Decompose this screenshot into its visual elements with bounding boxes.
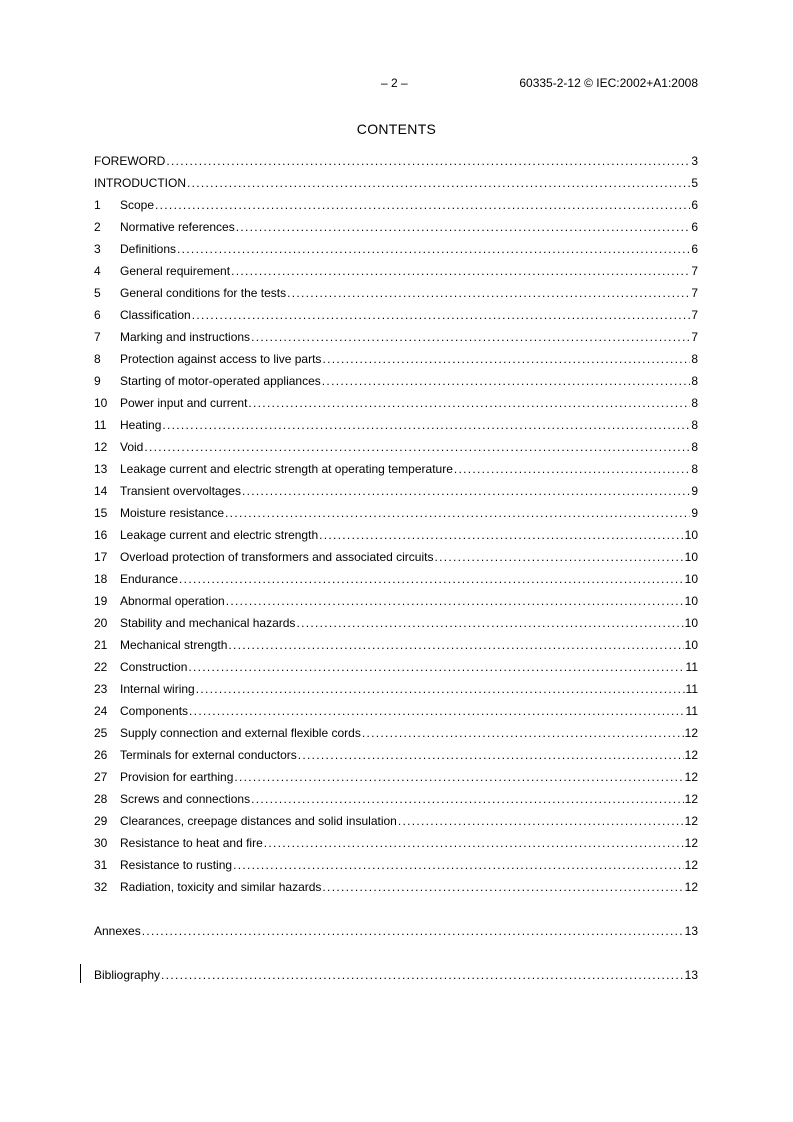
toc-entry-page: 10 <box>684 550 698 564</box>
toc-entry-page: 13 <box>684 924 698 938</box>
toc-entry-page: 7 <box>691 330 698 344</box>
document-reference: 60335-2-12 © IEC:2002+A1:2008 <box>519 76 698 90</box>
toc-entry-page: 11 <box>685 682 698 696</box>
toc-entry-introduction[interactable] <box>94 172 698 194</box>
toc-entry-page: 8 <box>691 440 698 454</box>
toc-entry-clause[interactable] <box>94 282 698 304</box>
toc-entry-page: 10 <box>684 616 698 630</box>
toc-entry-label: Stability and mechanical hazards <box>120 616 296 630</box>
toc-entry-clause[interactable] <box>94 480 698 502</box>
toc-entry-clause[interactable] <box>94 876 698 898</box>
toc-entry-number: 29 <box>94 814 108 828</box>
toc-entry-page: 8 <box>691 462 698 476</box>
toc-leader-dots <box>155 197 690 213</box>
toc-entry-clause[interactable] <box>94 810 698 832</box>
toc-entry-label: General requirement <box>120 264 231 278</box>
toc-entry-number: 9 <box>94 374 101 388</box>
toc-leader-dots <box>189 703 684 719</box>
toc-entry-number: 15 <box>94 506 108 520</box>
toc-entry-label: Protection against access to live parts <box>120 352 322 366</box>
toc-entry-clause[interactable] <box>94 832 698 854</box>
table-of-contents <box>94 150 698 986</box>
toc-entry-page: 6 <box>691 220 698 234</box>
toc-entry-clause[interactable] <box>94 766 698 788</box>
toc-entry-page: 12 <box>684 858 698 872</box>
toc-leader-dots <box>454 461 690 477</box>
toc-leader-dots <box>166 153 690 169</box>
toc-entry-number: 28 <box>94 792 108 806</box>
toc-leader-dots <box>177 241 690 257</box>
toc-entry-label: INTRODUCTION <box>94 176 186 190</box>
toc-entry-page: 7 <box>691 308 698 322</box>
toc-entry-label: Normative references <box>120 220 235 234</box>
revision-change-bar <box>80 964 81 983</box>
toc-entry-label: Internal wiring <box>120 682 195 696</box>
toc-leader-dots <box>251 329 690 345</box>
toc-leader-dots <box>144 439 690 455</box>
toc-entry-label: Bibliography <box>94 968 161 982</box>
toc-entry-label: Definitions <box>120 242 177 256</box>
toc-leader-dots <box>398 813 684 829</box>
toc-entry-clause[interactable] <box>94 590 698 612</box>
toc-entry-number: 31 <box>94 858 108 872</box>
toc-entry-page: 11 <box>685 660 698 674</box>
toc-entry-number: 16 <box>94 528 108 542</box>
toc-entry-page: 12 <box>684 814 698 828</box>
toc-entry-label: Moisture resistance <box>120 506 225 520</box>
toc-entry-clause[interactable] <box>94 678 698 700</box>
toc-entry-number: 8 <box>94 352 101 366</box>
toc-entry-clause[interactable] <box>94 436 698 458</box>
toc-entry-page: 3 <box>691 154 698 168</box>
toc-entry-page: 11 <box>685 704 698 718</box>
toc-leader-dots <box>196 681 685 697</box>
toc-entry-number: 25 <box>94 726 108 740</box>
toc-leader-dots <box>296 615 683 631</box>
toc-entry-number: 6 <box>94 308 101 322</box>
toc-entry-clause[interactable] <box>94 524 698 546</box>
toc-entry-clause[interactable] <box>94 744 698 766</box>
toc-entry-number: 26 <box>94 748 108 762</box>
toc-entry-label: General conditions for the tests <box>120 286 287 300</box>
toc-leader-dots <box>248 395 690 411</box>
toc-entry-clause[interactable] <box>94 634 698 656</box>
toc-entry-page: 13 <box>684 968 698 982</box>
toc-entry-clause[interactable] <box>94 216 698 238</box>
toc-leader-dots <box>362 725 684 741</box>
toc-entry-number: 4 <box>94 264 101 278</box>
toc-entry-number: 20 <box>94 616 108 630</box>
toc-entry-label: Terminals for external conductors <box>120 748 297 762</box>
toc-entry-number: 24 <box>94 704 108 718</box>
toc-entry-label: Scope <box>120 198 155 212</box>
toc-entry-clause[interactable] <box>94 502 698 524</box>
toc-entry-label: Heating <box>120 418 162 432</box>
toc-entry-label: Leakage current and electric strength at operating temperature <box>120 462 453 476</box>
toc-leader-dots <box>192 307 691 323</box>
toc-entry-number: 21 <box>94 638 108 652</box>
toc-entry-page: 9 <box>691 484 698 498</box>
toc-entry-clause[interactable] <box>94 260 698 282</box>
toc-entry-number: 7 <box>94 330 101 344</box>
toc-entry-page: 6 <box>691 198 698 212</box>
toc-entry-clause[interactable] <box>94 546 698 568</box>
toc-entry-clause[interactable] <box>94 238 698 260</box>
toc-entry-number: 18 <box>94 572 108 586</box>
toc-entry-page: 8 <box>691 352 698 366</box>
toc-entry-clause[interactable] <box>94 568 698 590</box>
toc-entry-number: 27 <box>94 770 108 784</box>
page-number: – 2 – <box>381 76 408 90</box>
toc-entry-label: Resistance to heat and fire <box>120 836 263 850</box>
toc-entry-page: 6 <box>691 242 698 256</box>
toc-entry-number: 32 <box>94 880 108 894</box>
toc-leader-dots <box>322 351 690 367</box>
toc-entry-number: 14 <box>94 484 108 498</box>
toc-entry-page: 12 <box>684 770 698 784</box>
toc-entry-label: Classification <box>120 308 191 322</box>
toc-entry-clause[interactable] <box>94 348 698 370</box>
toc-entry-label: Supply connection and external flexible cords <box>120 726 361 740</box>
toc-entry-clause[interactable] <box>94 392 698 414</box>
toc-leader-dots <box>287 285 690 301</box>
toc-entry-page: 10 <box>684 594 698 608</box>
toc-entry-clause[interactable] <box>94 414 698 436</box>
toc-entry-label: Starting of motor-operated appliances <box>120 374 321 388</box>
toc-entry-label: Abnormal operation <box>120 594 225 608</box>
toc-entry-label: Clearances, creepage distances and solid insulation <box>120 814 397 828</box>
toc-entry-clause[interactable] <box>94 788 698 810</box>
toc-entry-label: Power input and current <box>120 396 248 410</box>
toc-entry-label: Leakage current and electric strength <box>120 528 319 542</box>
toc-leader-dots <box>434 549 683 565</box>
toc-entry-label: Screws and connections <box>120 792 251 806</box>
toc-entry-label: Transient overvoltages <box>120 484 241 498</box>
toc-leader-dots <box>322 373 691 389</box>
toc-entry-label: Overload protection of transformers and associated circuits <box>120 550 434 564</box>
page-header <box>0 76 793 92</box>
toc-leader-dots <box>242 483 690 499</box>
toc-leader-dots <box>251 791 684 807</box>
toc-entry-clause[interactable] <box>94 854 698 876</box>
toc-entry-number: 23 <box>94 682 108 696</box>
toc-entry-clause[interactable] <box>94 612 698 634</box>
toc-entry-page: 7 <box>691 286 698 300</box>
toc-entry-number: 17 <box>94 550 108 564</box>
toc-entry-page: 12 <box>684 836 698 850</box>
toc-leader-dots <box>179 571 684 587</box>
toc-entry-number: 11 <box>94 418 107 432</box>
toc-clause-list <box>94 194 698 898</box>
toc-entry-label: Resistance to rusting <box>120 858 233 872</box>
toc-entry-label: Components <box>120 704 189 718</box>
toc-entry-page: 9 <box>691 506 698 520</box>
toc-entry-number: 2 <box>94 220 101 234</box>
toc-leader-dots <box>298 747 684 763</box>
toc-entry-label: Void <box>120 440 144 454</box>
toc-entry-label: Radiation, toxicity and similar hazards <box>120 880 322 894</box>
toc-leader-dots <box>233 857 684 873</box>
toc-entry-label: Annexes <box>94 924 141 938</box>
toc-entry-page: 12 <box>684 726 698 740</box>
toc-entry-clause[interactable] <box>94 656 698 678</box>
toc-entry-annexes[interactable] <box>94 920 698 942</box>
toc-entry-clause[interactable] <box>94 326 698 348</box>
toc-entry-label: Marking and instructions <box>120 330 251 344</box>
toc-entry-page: 10 <box>684 528 698 542</box>
toc-entry-page: 10 <box>684 638 698 652</box>
toc-entry-number: 13 <box>94 462 108 476</box>
toc-entry-clause[interactable] <box>94 458 698 480</box>
toc-leader-dots <box>264 835 684 851</box>
toc-leader-dots <box>162 417 690 433</box>
toc-entry-number: 19 <box>94 594 108 608</box>
toc-entry-page: 7 <box>691 264 698 278</box>
toc-entry-page: 8 <box>691 418 698 432</box>
toc-entry-page: 10 <box>684 572 698 586</box>
toc-entry-number: 1 <box>94 198 101 212</box>
toc-entry-clause[interactable] <box>94 370 698 392</box>
toc-leader-dots <box>225 505 690 521</box>
toc-entry-clause[interactable] <box>94 304 698 326</box>
toc-leader-dots <box>161 967 684 983</box>
toc-entry-label: Endurance <box>120 572 179 586</box>
toc-entry-page: 5 <box>691 176 698 190</box>
toc-leader-dots <box>228 637 683 653</box>
toc-entry-label: FOREWORD <box>94 154 166 168</box>
toc-entry-number: 5 <box>94 286 101 300</box>
toc-leader-dots <box>319 527 684 543</box>
toc-entry-page: 12 <box>684 880 698 894</box>
toc-entry-clause[interactable] <box>94 194 698 216</box>
toc-entry-number: 10 <box>94 396 108 410</box>
toc-entry-bibliography[interactable] <box>94 964 698 986</box>
toc-entry-number: 30 <box>94 836 108 850</box>
toc-entry-page: 12 <box>684 748 698 762</box>
toc-entry-page: 8 <box>691 374 698 388</box>
toc-leader-dots <box>322 879 683 895</box>
toc-leader-dots <box>236 219 691 235</box>
toc-entry-label: Construction <box>120 660 188 674</box>
toc-leader-dots <box>142 923 684 939</box>
toc-entry-number: 3 <box>94 242 101 256</box>
toc-entry-label: Provision for earthing <box>120 770 234 784</box>
contents-title: CONTENTS <box>356 121 437 137</box>
toc-leader-dots <box>231 263 690 279</box>
toc-leader-dots <box>226 593 684 609</box>
toc-entry-label: Mechanical strength <box>120 638 228 652</box>
toc-entry-number: 22 <box>94 660 108 674</box>
toc-leader-dots <box>187 175 690 191</box>
toc-entry-clause[interactable] <box>94 722 698 744</box>
toc-leader-dots <box>234 769 683 785</box>
toc-leader-dots <box>188 659 684 675</box>
toc-entry-clause[interactable] <box>94 700 698 722</box>
toc-entry-page: 12 <box>684 792 698 806</box>
toc-entry-page: 8 <box>691 396 698 410</box>
toc-entry-foreword[interactable] <box>94 150 698 172</box>
toc-entry-number: 12 <box>94 440 108 454</box>
